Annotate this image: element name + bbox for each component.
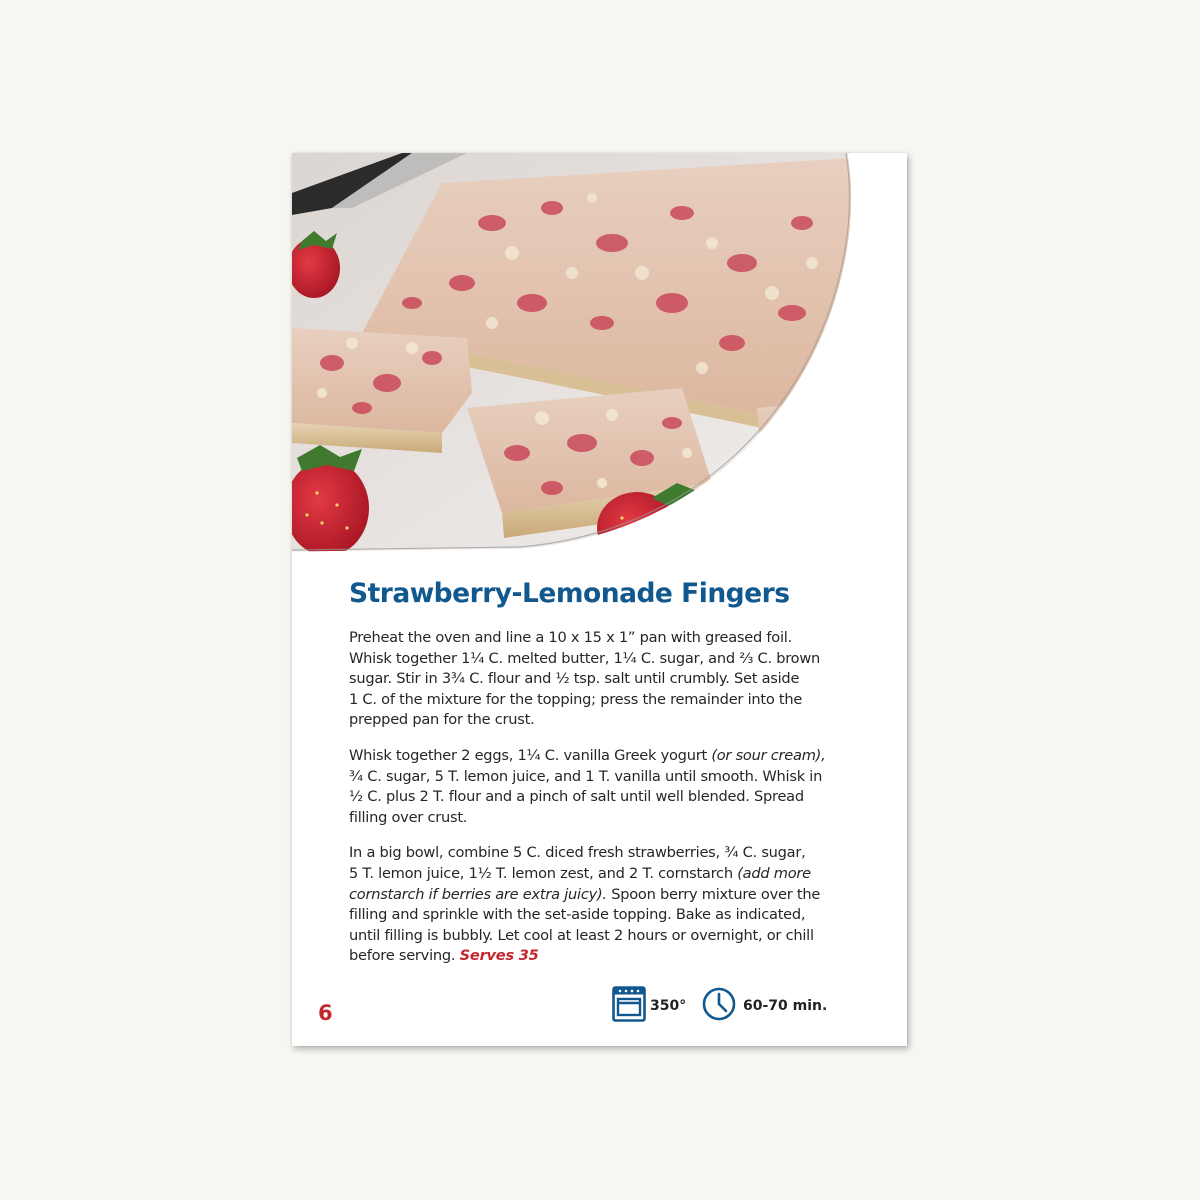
recipe-line — [349, 905, 827, 926]
cook-time — [702, 988, 827, 1024]
recipe-line — [349, 843, 827, 864]
recipe-text: ½ C. plus 2 T. flour and a pinch of salt until well blended. Spread — [349, 788, 804, 806]
recipe-line — [349, 787, 827, 808]
recipe-text: prepped pan for the crust. — [349, 711, 535, 729]
recipe-text: (add more — [737, 864, 811, 882]
oven-temperature-label: 350° — [650, 998, 687, 1014]
recipe-text: until filling is bubbly. Let cool at least 2 hours or overnight, or chill — [349, 926, 814, 944]
recipe-text: In a big bowl, combine 5 C. diced fresh strawberries, ¾ C. sugar, — [349, 844, 806, 862]
recipe-photo — [292, 153, 907, 573]
recipe-line — [349, 946, 827, 967]
clock-icon — [702, 987, 736, 1025]
recipe-line — [349, 690, 827, 711]
recipe-paragraph — [349, 746, 827, 828]
recipe-text: Whisk together 1¼ C. melted butter, 1¼ C. sugar, and ⅔ C. brown — [349, 649, 821, 667]
recipe-text: Whisk together 2 eggs, 1¼ C. vanilla Greek yogurt — [349, 746, 712, 764]
recipe-line — [349, 864, 827, 885]
recipe-title: Strawberry-Lemonade Fingers — [349, 578, 790, 609]
page-number: 6 — [318, 1001, 333, 1025]
recipe-text: 5 T. lemon juice, 1½ T. lemon zest, and 2 T. cornstarch — [349, 864, 738, 882]
recipe-paragraph — [349, 843, 827, 967]
recipe-text: cornstarch if berries are extra juicy). — [349, 885, 607, 903]
recipe-line — [349, 808, 827, 829]
recipe-text: ¾ C. sugar, 5 T. lemon juice, and 1 T. vanilla until smooth. Whisk in — [349, 767, 823, 785]
recipe-instructions — [349, 628, 827, 982]
recipe-line — [349, 746, 827, 767]
recipe-text: Preheat the oven and line a 10 x 15 x 1” pan with greased foil. — [349, 629, 792, 646]
recipe-line — [349, 926, 827, 947]
recipe-text: (or sour cream), — [711, 746, 826, 764]
oven-temperature — [612, 988, 686, 1024]
servings: Serves 35 — [459, 947, 539, 965]
recipe-text: sugar. Stir in 3¾ C. flour and ½ tsp. salt until crumbly. Set aside — [349, 670, 800, 688]
recipe-line — [349, 885, 827, 906]
recipe-text: before serving. — [349, 947, 460, 965]
recipe-line — [349, 710, 827, 731]
recipe-text: filling and sprinkle with the set-aside topping. Bake as indicated, — [349, 906, 806, 924]
recipe-text: filling over crust. — [349, 808, 468, 826]
recipe-card — [292, 153, 907, 1046]
recipe-line — [349, 767, 827, 788]
cook-time-label: 60-70 min. — [743, 998, 828, 1014]
recipe-text: Spoon berry mixture over the — [606, 885, 821, 903]
recipe-line — [349, 669, 827, 690]
recipe-line — [349, 649, 827, 670]
recipe-paragraph — [349, 628, 827, 731]
recipe-line — [349, 628, 827, 649]
recipe-text: 1 C. of the mixture for the topping; press the remainder into the — [349, 690, 803, 708]
oven-icon — [612, 986, 646, 1026]
